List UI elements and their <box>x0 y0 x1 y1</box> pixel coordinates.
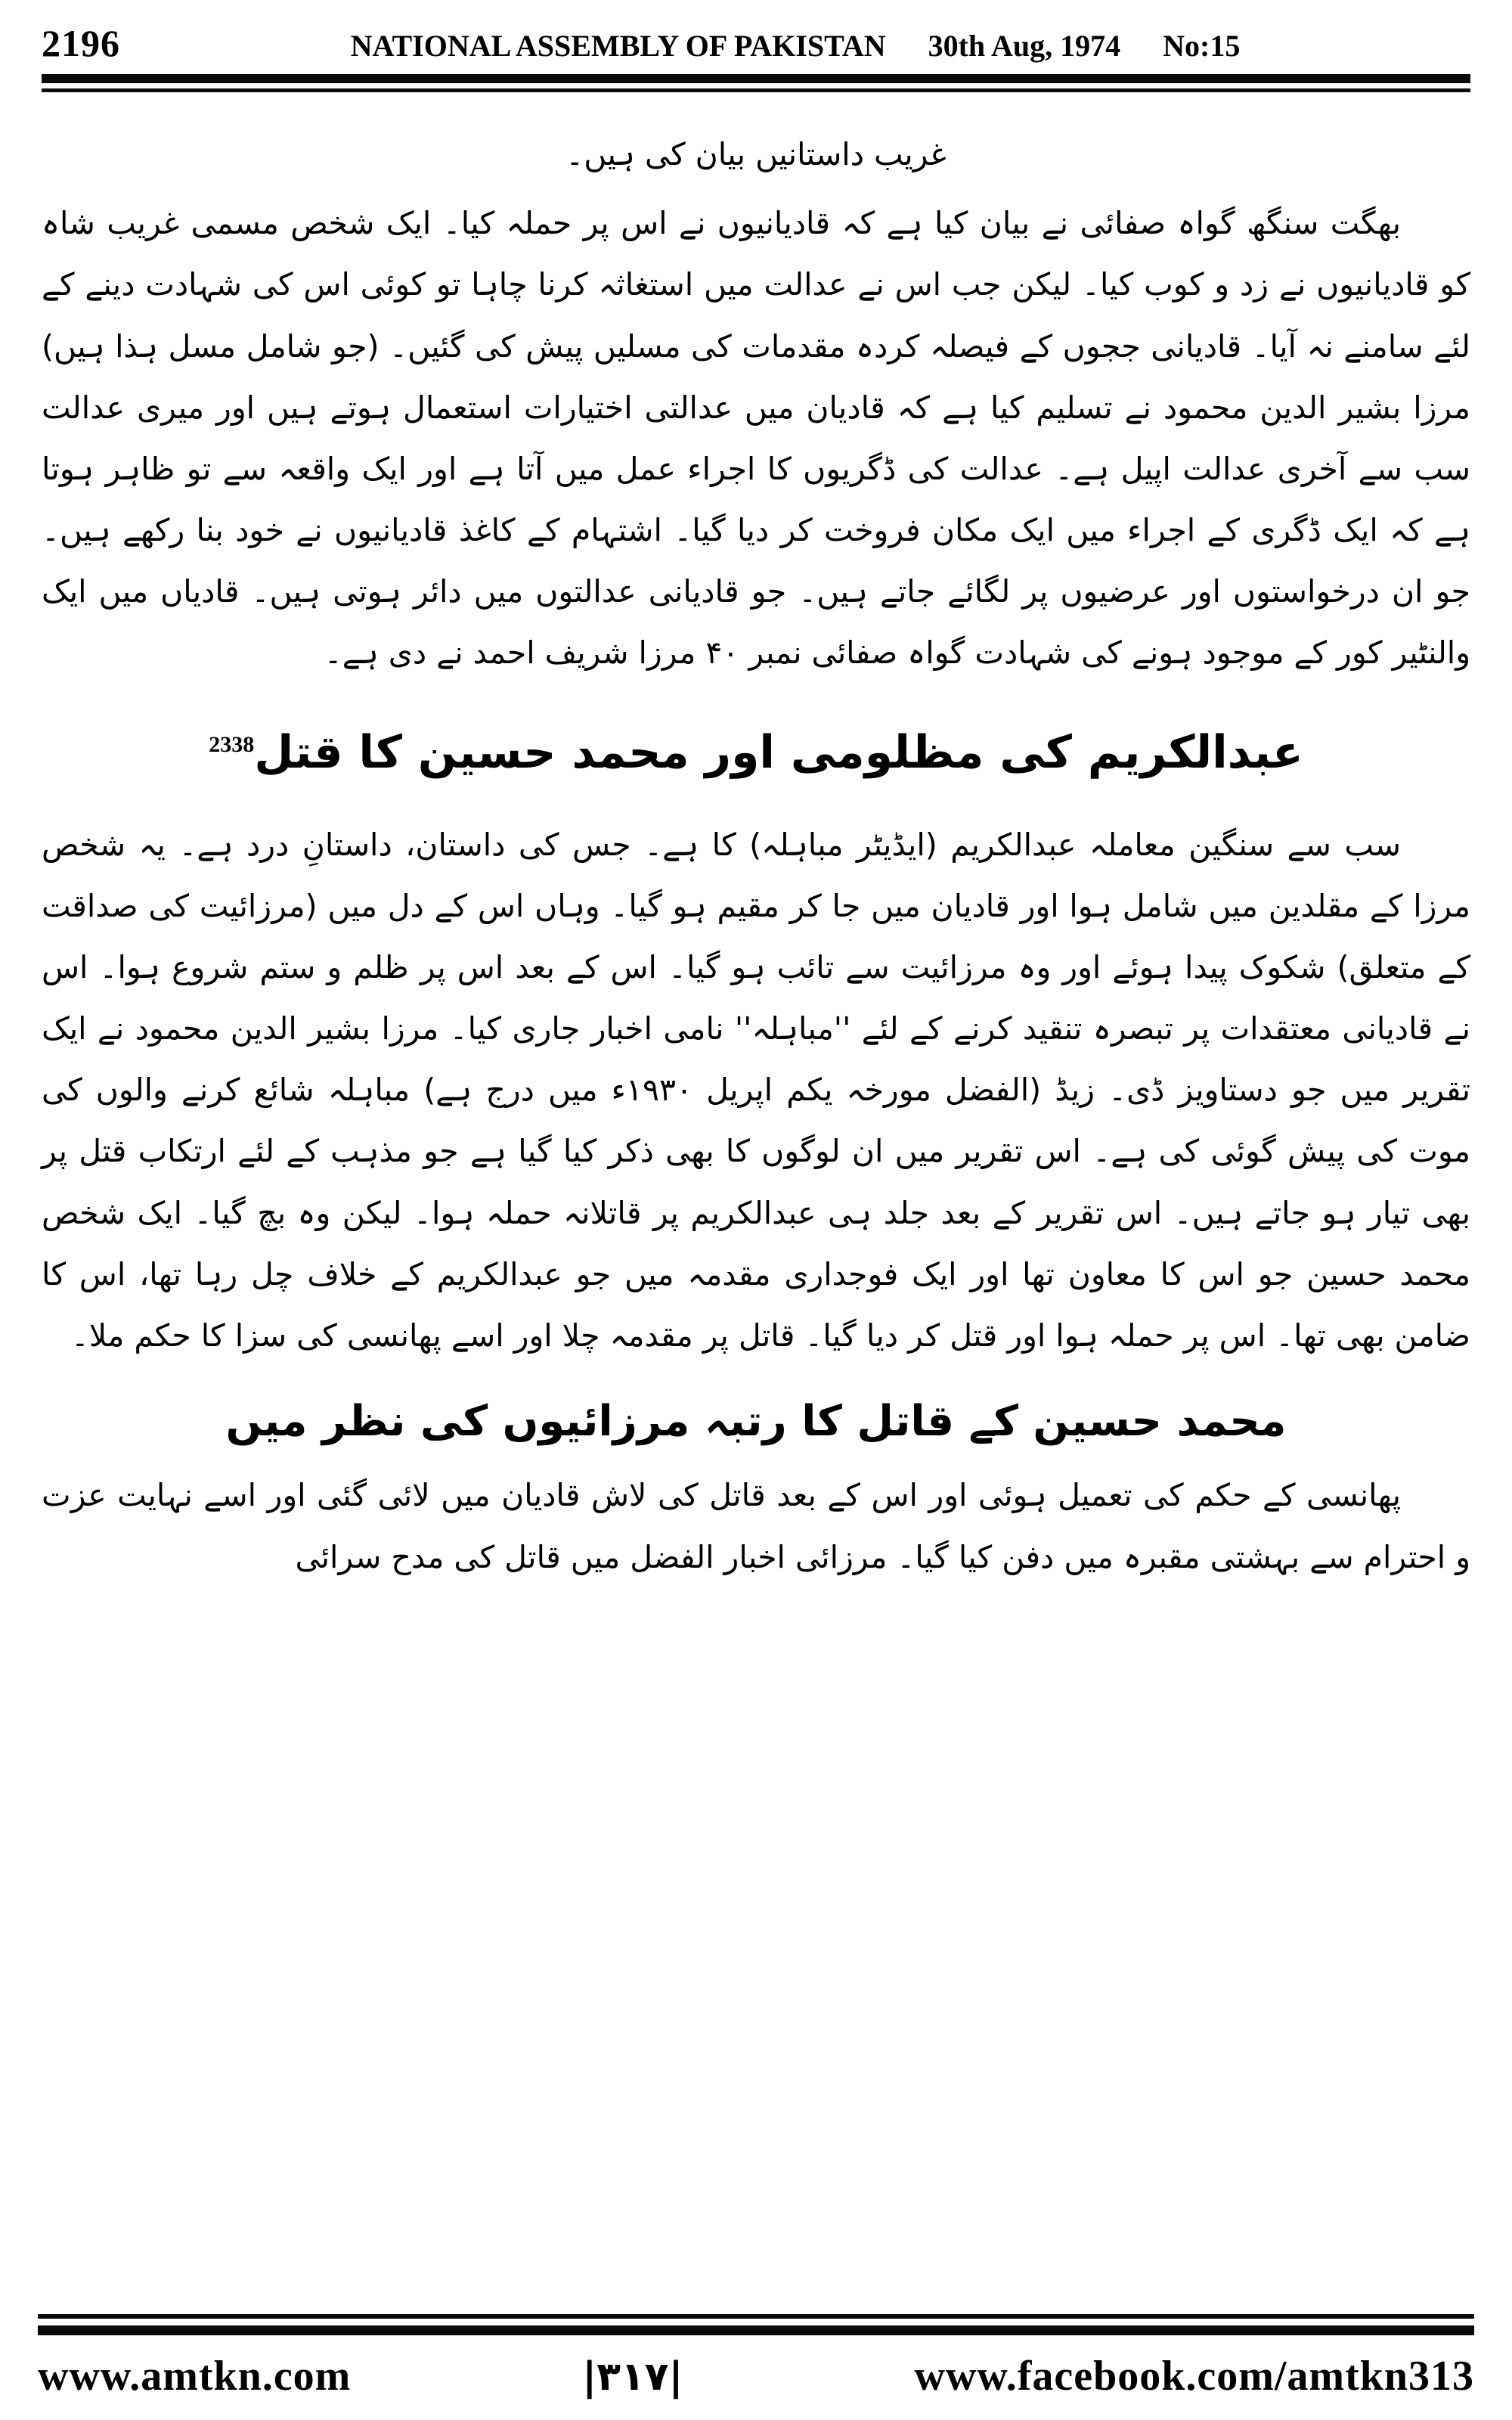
header-date: 30th Aug, 1974 <box>928 29 1121 63</box>
footer-facebook-url: www.facebook.com/amtkn313 <box>914 2353 1474 2400</box>
header-issue-number: No:15 <box>1163 29 1241 63</box>
footer-rule-thin <box>38 2314 1474 2319</box>
page-footer <box>0 2314 1512 2420</box>
page-header <box>42 21 1470 65</box>
header-rule-thick <box>42 74 1470 83</box>
footer-rule-thick <box>38 2325 1474 2335</box>
document-body <box>42 124 1470 1588</box>
footer-website-url: www.amtkn.com <box>38 2353 352 2400</box>
footer-text-row <box>38 2352 1474 2400</box>
paragraph-qatil-burial: پھانسی کے حکم کی تعمیل ہوئی اور اس کے بعد قاتل کی لاش قادیان میں لائی گئی اور اسے نہایت عزت و احترام سے بہشتی مقبرہ میں دفن کیا گیا۔ مرزائی اخبار الفضل میں قاتل کی مدح سرائی <box>42 1477 1470 1575</box>
header-title-row <box>120 28 1470 64</box>
paragraph-abdul-karim: سب سے سنگین معاملہ عبدالکریم (ایڈیٹر مباہلہ) کا ہے۔ جس کی داستان، داستانِ درد ہے۔ یہ شخص مرزا کے مقلدین میں شامل ہوا اور قادیان میں جا کر مقیم ہو گیا۔ وہاں اس کے دل میں (مرزائیت کی صداقت کے متعلق) شکوک پیدا ہوئے اور وہ مرزائیت سے تائب ہو گیا۔ اس کے بعد اس پر ظلم و ستم شروع ہوا۔ اس نے قادیانی معتقدات پر تبصرہ تنقید کرنے کے لئے ''مباہلہ'' نامی اخبار جاری کیا۔ مرزا بشیر الدین محمود نے ایک تقریر میں جو دستاویز ڈی۔ زیڈ (الفضل مورخہ یکم اپریل ۱۹۳۰ء میں درج ہے) مباہلہ شائع کرنے والوں کی موت کی پیش گوئی کی ہے۔ اس تقریر میں ان لوگوں کا بھی ذکر کیا گیا ہے جو مذہب کے لئے ارتکاب قتل پر بھی تیار ہو جاتے ہیں۔ اس تقریر کے بعد جلد ہی عبدالکریم پر قاتلانہ حملہ ہوا۔ لیکن وہ بچ گیا۔ ایک شخص محمد حسین جو اس کا معاون تھا اور ایک فوجداری مقدمہ میں جو عبدالکریم کے خلاف چل رہا تھا، اس کا ضامن بھی تھا۔ اس پر حملہ ہوا اور قتل کر دیا گیا۔ قاتل پر مقدمہ چلا اور اسے پھانسی کی سزا کا حکم ملا۔ <box>42 826 1471 1354</box>
footer-urdu-page-number: |۳۱۷| <box>582 2354 683 2400</box>
paragraph-bhagat-singh: بھگت سنگھ گواہ صفائی نے بیان کیا ہے کہ قادیانیوں نے اس پر حملہ کیا۔ ایک شخص مسمی غریب شاہ کو قادیانیوں نے زد و کوب کیا۔ لیکن جب اس نے عدالت میں استغاثہ کرنا چاہا تو کوئی اس کی شہادت دینے کے لئے سامنے نہ آیا۔ قادیانی ججوں کے فیصلہ کردہ مقدمات کی مسلیں پیش کی گئیں۔ (جو شامل مسل ہذا ہیں) مرزا بشیر الدین محمود نے تسلیم کیا ہے کہ قادیان میں عدالتی اختیارات استعمال ہوتے ہیں اور میری عدالت سب سے آخری عدالت اپیل ہے۔ عدالت کی ڈگریوں کا اجراء عمل میں آتا ہے اور ایک واقعہ سے تو ظاہر ہوتا ہے کہ ایک ڈگری کے اجراء میں ایک مکان فروخت کر دیا گیا۔ اشتہام کے کاغذ قادیانیوں نے خود بنا رکھے ہیں۔ جو ان درخواستوں اور عرضیوں پر لگائے جاتے ہیں۔ جو قادیانی عدالتوں میں دائر ہوتی ہیں۔ قادیاں میں ایک والنٹیر کور کے موجود ہونے کی شہادت گواہ صفائی نمبر ۴۰ مرزا شریف احمد نے دی ہے۔ <box>42 205 1470 672</box>
assembly-title: NATIONAL ASSEMBLY OF PAKISTAN <box>350 29 886 63</box>
section-number: 2338 <box>209 731 255 757</box>
continuation-line: غریب داستانیں بیان کی ہیں۔ <box>565 136 947 172</box>
page-number: 2196 <box>42 22 120 64</box>
header-rule-thin <box>42 88 1470 92</box>
section-heading-qatil-rutba: محمد حسین کے قاتل کا رتبہ مرزائیوں کی نظر میں <box>225 1397 1287 1447</box>
section-heading-abdul-karim <box>42 721 1470 784</box>
section-heading-text: عبدالکریم کی مظلومی اور محمد حسین کا قتل <box>254 725 1303 779</box>
